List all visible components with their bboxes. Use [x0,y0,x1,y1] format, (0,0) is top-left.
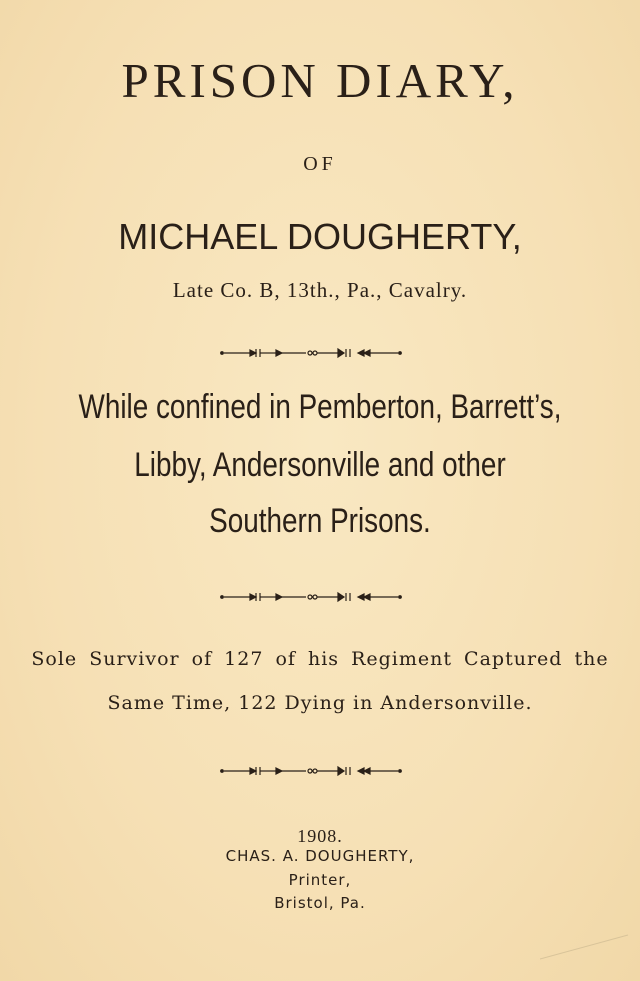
ornament-divider-icon [220,591,402,603]
author-name: MICHAEL DOUGHERTY, [118,216,522,257]
ornament-divider-icon [220,765,402,777]
confinement-line-1: While confined in Pemberton, Barrett’s, [78,388,562,426]
confinement-line-2: Libby, Andersonville and other [134,446,506,484]
publication-place: Bristol, Pa. [274,894,366,912]
author-unit: Late Co. B, 13th., Pa., Cavalry. [172,278,468,302]
of-word: OF [303,153,337,175]
book-title: PRISON DIARY, [121,53,519,108]
publication-year: 1908. [297,826,343,846]
printer-name: CHAS. A. DOUGHERTY, [225,847,415,865]
printer-label: Printer, [288,871,352,889]
paper-crease-mark [540,931,630,961]
ornament-divider-icon [220,347,402,359]
survivor-line-2: Same Time, 122 Dying in Andersonville. [107,692,533,714]
confinement-line-3: Southern Prisons. [209,502,431,540]
survivor-line-1: Sole Survivor of 127 of his Regiment Captured the [31,648,609,670]
